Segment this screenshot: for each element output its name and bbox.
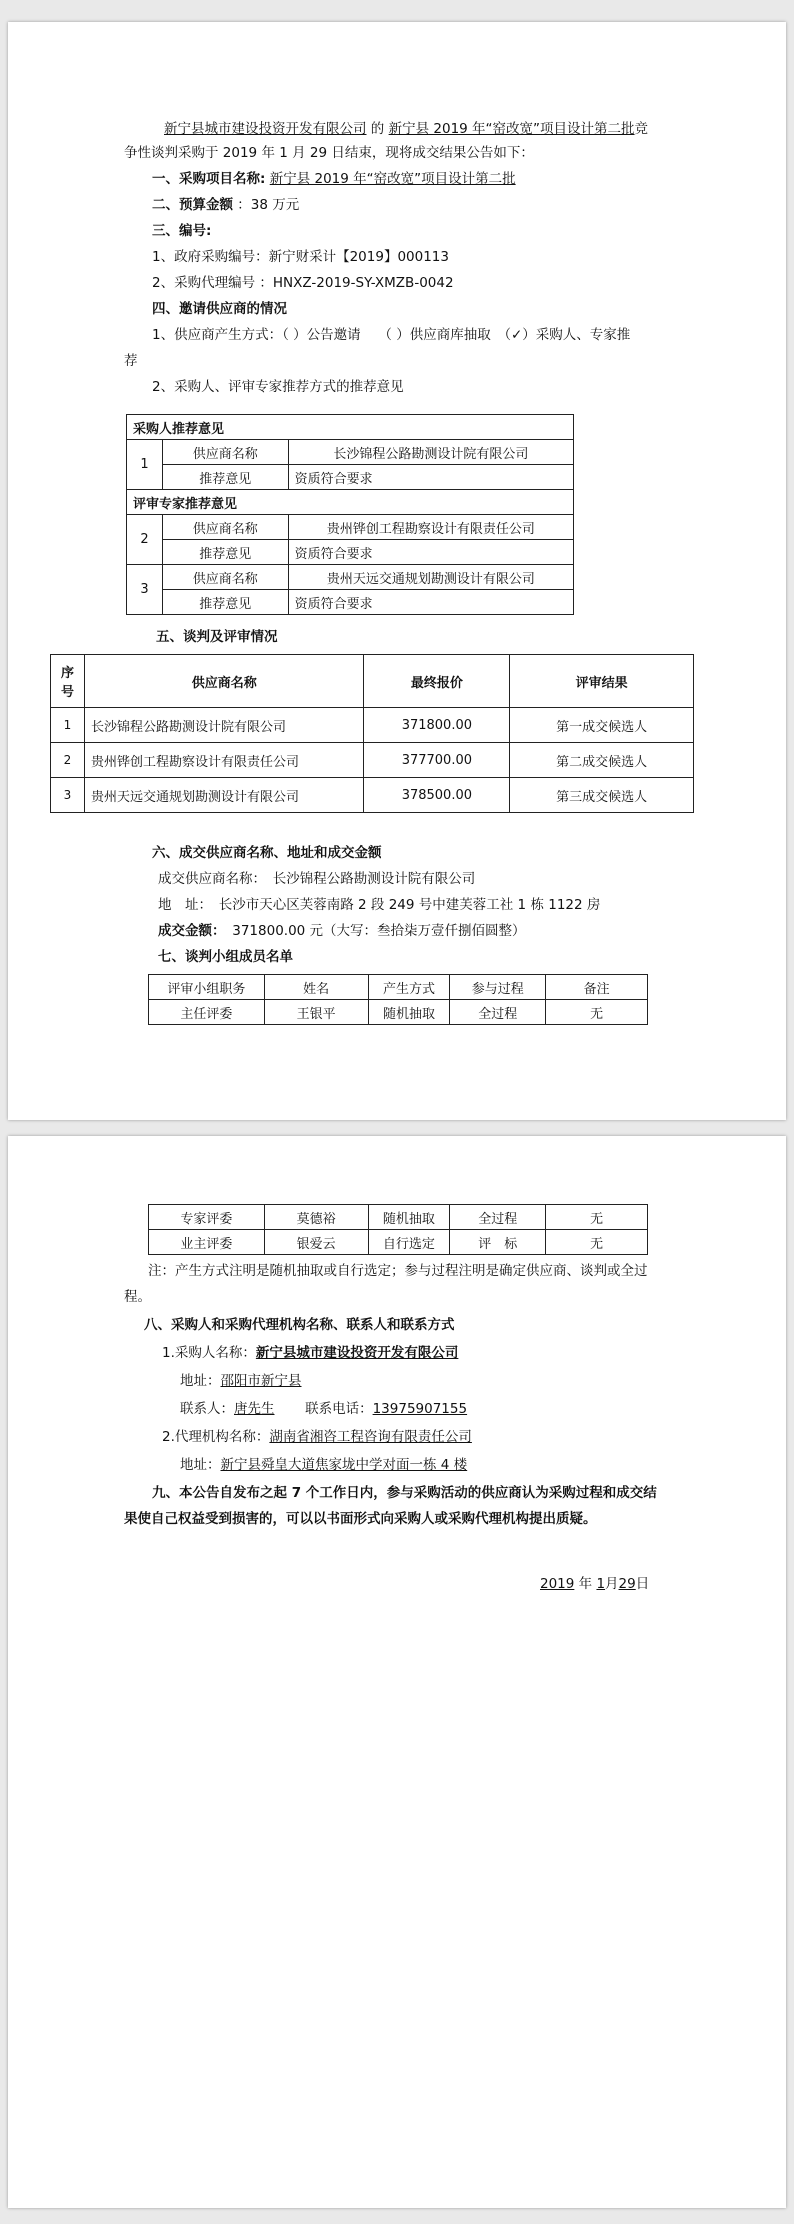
date-day-unit: 日	[635, 1576, 650, 1592]
table-row	[127, 440, 574, 465]
table-row	[127, 590, 574, 615]
note-line-2: 程。	[124, 1289, 151, 1305]
date-year: 2019	[540, 1576, 575, 1592]
panel-method: 随机抽取	[368, 1000, 450, 1025]
table-row	[51, 778, 694, 813]
section-6-label: 六、成交供应商名称、地址和成交金额	[152, 845, 382, 861]
table-row	[127, 415, 574, 440]
procurement-number-label: 1、政府采购编号：	[152, 249, 269, 265]
eval-no: 1	[51, 708, 85, 743]
date-month-unit: 月	[605, 1576, 619, 1592]
agency-number-label: 2、采购代理编号 ：	[152, 275, 273, 291]
col-header-method: 产生方式	[368, 975, 450, 1000]
panel-method: 自行选定	[368, 1230, 450, 1255]
agency-number-value: HNXZ-2019-SY-XMZB-0042	[272, 275, 454, 291]
rec-no: 1	[127, 440, 163, 490]
panel-note: 无	[546, 1205, 648, 1230]
section-4-label: 四、邀请供应商的情况	[152, 301, 287, 317]
rec-opinion: 资质符合要求	[288, 590, 573, 615]
purchaser-name: 新宁县城市建设投资开发有限公司	[255, 1345, 459, 1361]
section-1	[152, 170, 516, 188]
rec-name-label: 供应商名称	[162, 440, 288, 465]
rec-name-label: 供应商名称	[162, 565, 288, 590]
intro-suffix: 竞	[634, 121, 649, 137]
rec-opinion: 资质符合要求	[288, 540, 573, 565]
document-page-1	[8, 22, 786, 1120]
purchaser-address: 邵阳市新宁县	[220, 1373, 302, 1389]
document-page-2	[8, 1136, 786, 2208]
rec-opinion-label: 推荐意见	[162, 465, 288, 490]
col-header-name: 供应商名称	[84, 655, 363, 708]
intro-agency: 新宁县城市建设投资开发有限公司	[164, 121, 367, 137]
supplier-method-line-1: 1、供应商产生方式：（ ）公告邀请 （ ）供应商库抽取 （✓）采购人、专家推	[152, 327, 631, 343]
eval-supplier: 贵州天远交通规划勘测设计有限公司	[84, 778, 363, 813]
section-2	[152, 196, 299, 214]
supplier-method-line-2: 荐	[124, 353, 138, 369]
rec-no: 2	[127, 515, 163, 565]
table-header-row	[149, 975, 648, 1000]
panel-table	[148, 974, 648, 1025]
section-2-label: 二、预算金额	[152, 197, 233, 213]
col-header-note: 备注	[546, 975, 648, 1000]
table-row	[127, 540, 574, 565]
recommendation-table	[126, 414, 574, 615]
announcement-date	[540, 1572, 649, 1592]
rec-supplier-name: 长沙锦程公路勘测设计院有限公司	[288, 440, 573, 465]
date-month: 1	[596, 1576, 606, 1592]
section-5-label: 五、谈判及评审情况	[156, 629, 278, 645]
rec-name-label: 供应商名称	[162, 515, 288, 540]
agent-name-line	[162, 1428, 472, 1446]
agent-name: 湖南省湘咨工程咨询有限责任公司	[269, 1429, 472, 1445]
rec-opinion: 资质符合要求	[288, 465, 573, 490]
agent-name-label: 2.代理机构名称：	[162, 1429, 270, 1445]
date-day: 29	[618, 1576, 636, 1592]
agent-address-line	[180, 1456, 467, 1474]
intro-line-1	[164, 120, 648, 138]
purchaser-address-line	[180, 1372, 302, 1390]
section-7-label: 七、谈判小组成员名单	[158, 949, 293, 965]
table-row	[127, 565, 574, 590]
eval-result: 第一成交候选人	[510, 708, 694, 743]
section-3-label: 三、编号:	[152, 223, 212, 239]
panel-process: 全过程	[450, 1205, 546, 1230]
table-row	[127, 465, 574, 490]
panel-process: 评 标	[450, 1230, 546, 1255]
purchaser-name-label: 1.采购人名称：	[162, 1345, 256, 1361]
eval-price: 378500.00	[364, 778, 510, 813]
intro-project: 新宁县 2019 年“窑改宽”项目设计第二批	[388, 121, 635, 137]
rec-supplier-name: 贵州天远交通规划勘测设计有限公司	[288, 565, 573, 590]
purchaser-name-line	[162, 1344, 458, 1362]
table-row	[149, 1230, 648, 1255]
rec-supplier-name: 贵州铧创工程勘察设计有限责任公司	[288, 515, 573, 540]
col-header-role: 评审小组职务	[149, 975, 265, 1000]
col-header-no: 序号	[51, 655, 85, 708]
eval-price: 377700.00	[364, 743, 510, 778]
budget-amount: ：38 万元	[237, 197, 300, 213]
eval-result: 第二成交候选人	[510, 743, 694, 778]
eval-no: 3	[51, 778, 85, 813]
contact-name: 唐先生	[234, 1401, 275, 1417]
agent-address-label: 地址：	[180, 1457, 221, 1473]
eval-result: 第三成交候选人	[510, 778, 694, 813]
table-row	[127, 490, 574, 515]
panel-role: 主任评委	[149, 1000, 265, 1025]
table-row	[149, 1205, 648, 1230]
table-header-row	[51, 655, 694, 708]
panel-role: 专家评委	[149, 1205, 265, 1230]
amount-value: 371800.00 元（大写：叁拾柒万壹仟捌佰圆整）	[218, 923, 526, 939]
procurement-number-value: 新宁财采计【2019】000113	[268, 249, 449, 265]
date-year-unit: 年	[578, 1576, 593, 1592]
evaluation-table	[50, 654, 694, 813]
procurement-number	[152, 248, 449, 266]
agent-address: 新宁县舜皇大道焦家垅中学对面一栋 4 楼	[220, 1457, 468, 1473]
panel-table-continued	[148, 1204, 648, 1255]
panel-process: 全过程	[450, 1000, 546, 1025]
rec-opinion-label: 推荐意见	[162, 540, 288, 565]
panel-role: 业主评委	[149, 1230, 265, 1255]
section-9-line-2: 果使自己权益受到损害的，可以以书面形式向采购人或采购代理机构提出质疑。	[124, 1511, 597, 1527]
winning-address: 地 址： 长沙市天心区芙蓉南路 2 段 249 号中建芙蓉工社 1 栋 1122 房	[158, 897, 601, 913]
eval-price: 371800.00	[364, 708, 510, 743]
purchaser-recommendation-header: 采购人推荐意见	[127, 415, 574, 440]
panel-name: 银爱云	[264, 1230, 368, 1255]
section-1-label: 一、采购项目名称:	[152, 171, 266, 187]
intro-de: 的	[370, 121, 385, 137]
note-line-1: 注：产生方式注明是随机抽取或自行选定；参与过程注明是确定供应商、谈判或全过	[148, 1263, 648, 1279]
table-row	[127, 515, 574, 540]
purchaser-address-label: 地址：	[180, 1373, 221, 1389]
intro-line-2: 争性谈判采购于 2019 年 1 月 29 日结束，现将成交结果公告如下：	[124, 145, 534, 161]
agency-number	[152, 274, 454, 292]
expert-recommendation-header: 评审专家推荐意见	[127, 490, 574, 515]
eval-supplier: 贵州铧创工程勘察设计有限责任公司	[84, 743, 363, 778]
contact-line	[180, 1400, 467, 1418]
table-row	[51, 708, 694, 743]
panel-method: 随机抽取	[368, 1205, 450, 1230]
section-9-line-1: 九、本公告自发布之起 7 个工作日内，参与采购活动的供应商认为采购过程和成交结	[152, 1485, 657, 1501]
eval-no: 2	[51, 743, 85, 778]
panel-note: 无	[546, 1000, 648, 1025]
amount-label: 成交金额：	[158, 923, 219, 939]
winning-amount	[158, 922, 526, 940]
panel-note: 无	[546, 1230, 648, 1255]
phone-label: 联系电话：	[305, 1401, 373, 1417]
recommendation-title: 2、采购人、评审专家推荐方式的推荐意见	[152, 379, 404, 395]
section-8-label: 八、采购人和采购代理机构名称、联系人和联系方式	[144, 1317, 455, 1333]
col-header-process: 参与过程	[450, 975, 546, 1000]
col-header-name: 姓名	[264, 975, 368, 1000]
col-header-price: 最终报价	[364, 655, 510, 708]
col-header-result: 评审结果	[510, 655, 694, 708]
contact-label: 联系人：	[180, 1401, 234, 1417]
table-row	[149, 1000, 648, 1025]
rec-no: 3	[127, 565, 163, 615]
panel-name: 王银平	[264, 1000, 368, 1025]
eval-supplier: 长沙锦程公路勘测设计院有限公司	[84, 708, 363, 743]
winning-supplier: 成交供应商名称： 长沙锦程公路勘测设计院有限公司	[158, 871, 476, 887]
rec-opinion-label: 推荐意见	[162, 590, 288, 615]
phone-number: 13975907155	[372, 1401, 468, 1417]
table-row	[51, 743, 694, 778]
project-name: 新宁县 2019 年“窑改宽”项目设计第二批	[269, 171, 516, 187]
panel-name: 莫德裕	[264, 1205, 368, 1230]
